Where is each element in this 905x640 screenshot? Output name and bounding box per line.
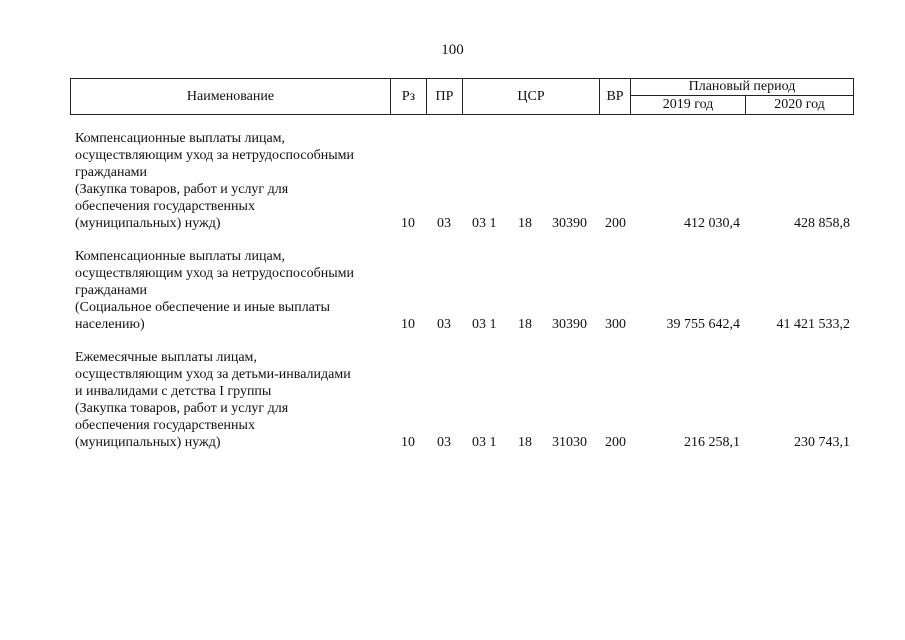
row-name-line: и инвалидами с детства I группы	[75, 384, 272, 399]
cell-csr-subprogram: 18	[518, 435, 532, 450]
cell-2019: 216 258,1	[684, 435, 740, 450]
row-name-line: гражданами	[75, 283, 148, 298]
cell-vr: 200	[605, 435, 626, 450]
cell-vr: 300	[605, 317, 626, 332]
header-pr: ПР	[426, 79, 462, 114]
cell-2019: 412 030,4	[684, 216, 740, 231]
cell-vr: 200	[605, 216, 626, 231]
cell-pr: 03	[437, 435, 451, 450]
cell-csr-code: 30390	[552, 317, 587, 332]
header-year-2019: 2019 год	[630, 96, 745, 114]
cell-2020: 230 743,1	[794, 435, 850, 450]
table-row	[70, 248, 860, 333]
cell-csr-code: 31030	[552, 435, 587, 450]
header-rz: Рз	[390, 79, 426, 114]
cell-2020: 428 858,8	[794, 216, 850, 231]
cell-pr: 03	[437, 317, 451, 332]
row-name-line: (Социальное обеспечение и иные выплаты	[75, 300, 331, 315]
table-body	[70, 130, 860, 467]
header-year-2020: 2020 год	[745, 96, 854, 114]
row-name-line: Компенсационные выплаты лицам,	[75, 249, 286, 264]
row-name-line: осуществляющим уход за нетрудоспособными	[75, 266, 354, 281]
cell-2019: 39 755 642,4	[666, 317, 740, 332]
cell-pr: 03	[437, 216, 451, 231]
header-vr: ВР	[599, 79, 630, 114]
row-name-line: обеспечения государственных	[75, 418, 255, 433]
cell-csr-program: 03 1	[472, 317, 497, 332]
cell-rz: 10	[401, 435, 415, 450]
table-header	[70, 78, 854, 115]
row-name-line: гражданами	[75, 165, 148, 180]
table-row	[70, 349, 860, 451]
row-name-line: обеспечения государственных	[75, 199, 255, 214]
header-plan-period: Плановый период	[630, 79, 854, 96]
row-name-line: Компенсационные выплаты лицам,	[75, 131, 286, 146]
cell-csr-code: 30390	[552, 216, 587, 231]
page-number: 100	[441, 42, 464, 58]
table-row	[70, 130, 860, 232]
row-name-line: (Закупка товаров, работ и услуг для	[75, 401, 289, 416]
row-name-line: населению)	[75, 317, 145, 332]
row-name-line: осуществляющим уход за нетрудоспособными	[75, 148, 354, 163]
cell-csr-program: 03 1	[472, 435, 497, 450]
header-name: Наименование	[70, 79, 390, 114]
cell-rz: 10	[401, 317, 415, 332]
header-csr: ЦСР	[462, 79, 599, 114]
row-name-line: осуществляющим уход за детьми-инвалидами	[75, 367, 351, 382]
row-name-line: (муниципальных) нужд)	[75, 435, 221, 450]
row-name-line: (муниципальных) нужд)	[75, 216, 221, 231]
cell-csr-program: 03 1	[472, 216, 497, 231]
row-name-line: Ежемесячные выплаты лицам,	[75, 350, 257, 365]
cell-csr-subprogram: 18	[518, 317, 532, 332]
row-name-line: (Закупка товаров, работ и услуг для	[75, 182, 289, 197]
cell-rz: 10	[401, 216, 415, 231]
cell-csr-subprogram: 18	[518, 216, 532, 231]
cell-2020: 41 421 533,2	[776, 317, 850, 332]
